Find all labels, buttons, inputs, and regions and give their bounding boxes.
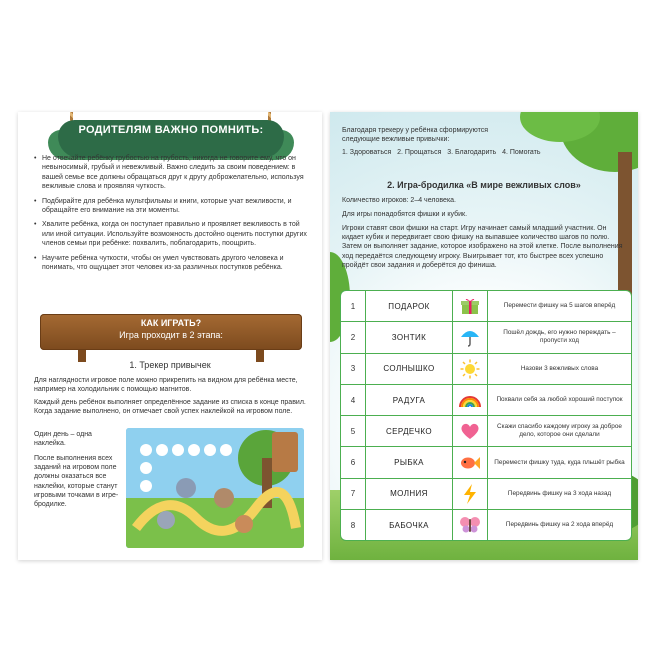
game-board-illustration: [126, 428, 304, 548]
cell-description: Скажи спасибо каждому игроку за доброе дело, которое они сделали: [497, 423, 622, 439]
cell-name: БАБОЧКА: [366, 510, 453, 540]
rainbow-icon: [453, 385, 488, 415]
row-number: 4: [341, 385, 366, 415]
tip-item: • Не отвечайте ребёнку грубостью на грубость, никогда не говорите ему, что он невыносимый, грубый и невежливый. Важно следить за своим поведением: в вашей семье все должны обращаться друг к другу доброжелательно, используя вежливые слова и проявляя чуткость.: [34, 154, 310, 192]
cell-description: Передвинь фишку на 3 хода назад: [507, 489, 612, 497]
tip-item: • Научите ребёнка чуткости, чтобы он умел чувствовать другого человека и понимать, что ощущает этот человек из-за различных поступков ребёнка.: [34, 254, 310, 273]
cell-name: МОЛНИЯ: [366, 479, 453, 509]
paragraph: После выполнения всех заданий на игровом поле должны оказаться все наклейки, которые станут игровыми точками в игре-бродилке.: [34, 455, 119, 509]
row-number: 1: [341, 291, 366, 321]
left-page: [18, 112, 322, 560]
row-number: 2: [341, 322, 366, 352]
banner-title: РОДИТЕЛЯМ ВАЖНО ПОМНИТЬ:: [78, 124, 264, 136]
cell-name: РАДУГА: [366, 385, 453, 415]
table-row: [341, 510, 631, 540]
row-number: 3: [341, 354, 366, 384]
lightning-icon: [453, 479, 488, 509]
cell-description: Передвинь фишку на 2 хода вперёд: [505, 521, 614, 529]
table-row: [341, 354, 631, 385]
habits-list: 1. Здороваться 2. Прощаться 3. Благодарить 4. Помогать: [342, 149, 541, 156]
fish-icon: [453, 447, 488, 477]
cell-description: Перемести фишку туда, куда пльшёт рыбка: [494, 458, 625, 466]
table-row: [341, 385, 631, 416]
tips-list: [34, 154, 310, 277]
rules-text: Игроки ставят свои фишки на старт. Игру начинает самый младший участник. Он кидает кубик и передвигает свою фишку на выпавшее количество шагов по полю. Затем он выполняет задание, которое изображено на этой клетке. После выполнения ход передаётся следующему игроку. Выигрывает тот, кто быстрее всех успешно пройдёт свои задания и доберётся до финиша.: [342, 225, 623, 269]
section-title: 2. Игра-бродилка «В мире вежливых слов»: [387, 180, 581, 190]
cell-description: Перемести фишку на 5 шагов вперёд: [503, 302, 616, 310]
sign-subtitle: Игра проходит в 2 этапа:: [119, 330, 223, 340]
sign-title: КАК ИГРАТЬ?: [140, 318, 202, 328]
table-row: [341, 416, 631, 447]
cell-name: ЗОНТИК: [366, 322, 453, 352]
table-row: [341, 291, 631, 322]
heart-icon: [453, 416, 488, 446]
game-board-image: [126, 428, 304, 548]
sun-icon: [453, 354, 488, 384]
row-number: 7: [341, 479, 366, 509]
cell-name: ПОДАРОК: [366, 291, 453, 321]
row-number: 5: [341, 416, 366, 446]
paragraph: Каждый день ребёнок выполняет определённое задание из списка в конце правил. Когда задание выполнено, он отмечает свой успех наклейкой на игровом поле.: [34, 399, 306, 416]
cell-name: СЕРДЕЧКО: [366, 416, 453, 446]
paragraph: Один день – одна наклейка.: [34, 431, 92, 448]
paragraph: Для наглядности игровое поле можно прикрепить на видном для ребёнка месте, например на холодильник с помощью магнитов.: [34, 377, 298, 394]
tip-item: • Подбирайте для ребёнка мультфильмы и книги, которые учат вежливости, и обращайте его внимание на эти моменты.: [34, 197, 310, 216]
row-number: 6: [341, 447, 366, 477]
gift-icon: [453, 291, 488, 321]
butterfly-icon: [453, 510, 488, 540]
right-page: [330, 112, 638, 560]
players-count: Количество игроков: 2–4 человека.: [342, 197, 457, 204]
cell-description: Пошёл дождь, его нужно переждать – пропусти ход: [503, 329, 616, 345]
equipment-text: Для игры понадобятся фишки и кубик.: [342, 211, 468, 218]
cell-description: Назови 3 вежливых слова: [520, 364, 599, 372]
cell-description: Похвали себя за любой хороший поступок: [496, 396, 623, 404]
cell-name: СОЛНЫШКО: [366, 354, 453, 384]
cell-name: РЫБКА: [366, 447, 453, 477]
section-title: 1. Трекер привычек: [129, 360, 211, 370]
tip-item: • Хвалите ребёнка, когда он поступает правильно и проявляет вежливость в той или иной ситуации. Используйте возможность достойно оценить поступки других членов семьи при ребёнке: похвалить, поблагодарить, поощрить.: [34, 220, 310, 248]
tasks-table: [340, 290, 632, 541]
table-row: [341, 479, 631, 510]
umbrella-icon: [453, 322, 488, 352]
intro-text: Благодаря трекеру у ребёнка сформируются следующие вежливые привычки:: [342, 127, 489, 144]
table-row: [341, 322, 631, 353]
table-row: [341, 447, 631, 478]
row-number: 8: [341, 510, 366, 540]
